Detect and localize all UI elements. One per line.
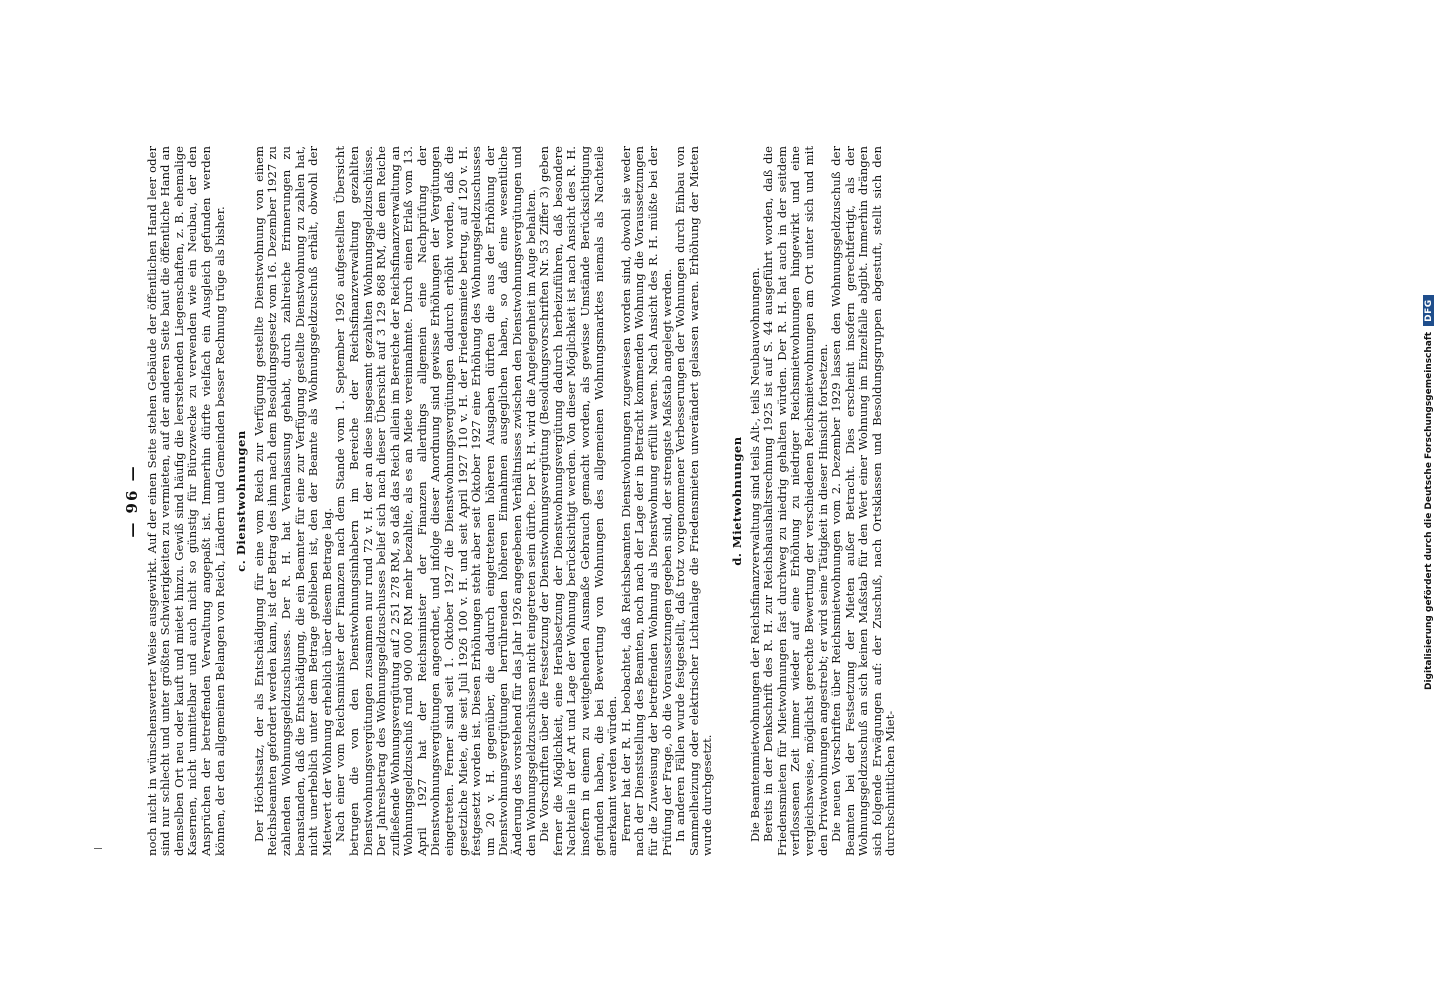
paragraph: Die Beamtenmietwohnungen der Reichsfinanzverwaltung sind teils Alt-, teils Neubauwohnungen.: [747, 267, 762, 842]
rotated-page-content: [123, 146, 1286, 856]
section-heading-dienstwohnungen: c. Dienstwohnungen: [234, 430, 249, 572]
crop-mark: [94, 848, 102, 849]
paragraph: Die neuen Vorschriften über Reichsmietwohnungen vom 2. Dezember 1929 lassen den Wohnungsgeldzuschuß der Beamten bei der Festsetzung der Mieten außer Betracht. Dies erscheint insofern gerechtfertigt, als der Wohnungsgeldzuschuß an sich keinen Maßstab für den Wert einer Wohnung im Einzelfalle abgibt. Immerhin drängen sich folgende Erwägungen auf: der Zuschuß, nach Ortsklassen und Besoldungsgruppen abgestuft, stellt sich den durchschnittlichen Miet-: [829, 146, 898, 856]
page-number: — 96 —: [123, 464, 141, 538]
paragraph: Nach einer vom Reichsminister der Finanzen nach dem Stande vom 1. September 1926 aufgestellten Übersicht betrugen die von den Dienstwohnungsinhabern im Bereiche der Reichsfinanzverwaltung gezahlten Dienstwohnungsvergütungen zusammen nur rund 72 v. H. der an diese insgesamt gezahlten Wohnungsgeldzuschüsse. Der Jahresbetrag des Wohnungsgeldzuschusses belief sich nach dieser Übersicht auf 3 129 868 RM, die dem Reiche zufließende Wohnungsvergütung auf 2 251 278 RM, so daß das Reich allein im Bereiche der Reichsfinanzverwaltung an Wohnungsgeldzuschuß rund 900 000 RM mehr bezahlte, als es an Miete vereinnahmte. Durch einen Erlaß vom 13. April 1927 hat der Reichsminister der Finanzen allerdings allgemein eine Nachprüfung der Dienstwohnungsvergütungen angeordnet, und infolge dieser Anordnung sind gewisse Erhöhungen der Vergütungen eingetreten. Ferner sind seit 1. Oktober 1927 die Dienstwohnungsvergütungen dadurch erhöht worden, daß die gesetzliche Miete, die seit Juli 1926 100 v. H. und seit April 1927 110 v. H. der Friedensmiete betrug, auf 120 v. H. festgesetzt worden ist. Diesen Erhöhungen steht aber seit Oktober 1927 eine Erhöhung des Wohnungsgeldzuschusses um 20 v. H. gegenüber, die dadurch eingetretenen höheren Ausgaben dürften die aus der Erhöhung der Dienstwohnungsvergütungen herrührenden höheren Einnahmen ausgeglichen haben, so daß eine wesentliche Änderung des vorstehend für das Jahr 1926 angegebenen Verhältnisses zwischen den Dienstwohnungsvergütungen und den Wohnungsgeldzuschüssen nicht eingetreten sein dürfte. Der R. H. wird die Angelegenheit im Auge behalten.: [333, 146, 538, 856]
paragraph: Die Vorschriften über die Festsetzung der Dienstwohnungsvergütung (Besoldungsvorschriften Nr. 53 Ziffer 3) geben ferner die Möglichkeit, eine Herabsetzung der Dienstwohnungsvergütung dadurch herbeizuführen, daß besondere Nachteile in der Art und Lage der Wohnung berücksichtigt werden. Von dieser Möglichkeit ist nach Ansicht des R. H. insofern in einem zu weitgehenden Ausmaße Gebrauch gemacht worden, als gewisse Umstände Berücksichtigung gefunden haben, die bei Bewertung von Wohnungen des allgemeinen Wohnungsmarktes niemals als Nachteile anerkannt werden würden.: [537, 146, 620, 856]
section-heading-mietwohnungen: d. Mietwohnungen: [729, 436, 744, 566]
paragraph: In anderen Fällen wurde festgestellt, daß trotz vorgenommener Verbesserungen der Wohnungen durch Einbau von Sammelheizung oder elektrischer Lichtanlage die Friedensmieten unverändert gelassen waren. Erhöhung der Mieten wurde durchgesetzt.: [673, 146, 715, 856]
intro-paragraph: noch nicht in wünschenswerter Weise ausgewirkt. Auf der einen Seite stehen Gebäude der öffentlichen Hand leer oder sind nur schlecht und unter größten Schwierigkeiten zu vermieten, auf der anderen Seite baut die öffentliche Hand an demselben Ort neu oder kauft und mietet hinzu. Gewiß sind häufig die leerstehenden Liegenschaften, z. B. ehemalige Kasernen, nicht unmittelbar und auch nicht so günstig für Bürozwecke zu verwenden wie ein Neubau, der den Ansprüchen der betreffenden Verwaltung angepaßt ist. Immerhin dürfte vielfach ein Ausgleich gefunden werden können, der den allgemeinen Belangen von Reich, Ländern und Gemeinden besser Rechnung trüge als bisher.: [144, 146, 227, 856]
page-text-block: [123, 146, 898, 856]
paragraph: Bereits in der Denkschrift des R. H. zur Reichshaushaltsrechnung 1925 ist auf S. 44 ausgeführt worden, daß die Friedensmieten für Mietwohnungen fast durchweg zu niedrig gehalten würden. Der R. H. hat auch in der seitdem verflossenen Zeit immer wieder auf eine Erhöhung zu niedriger Reichsmietwohnungen hingewirkt und eine vergleichsweise, möglichst gerechte Bewertung der verschiedenen Reichsmietwohnungen am Ort unter sich und mit den Privatwohnungen angestrebt; er wird seine Tätigkeit in dieser Hinsicht fortsetzen.: [761, 146, 830, 856]
paragraph: Der Höchstsatz, der als Entschädigung für eine vom Reich zur Verfügung gestellte Dienstwohnung von einem Reichsbeamten gefordert werden kann, ist der Betrag des ihm nach dem Besoldungsgesetz vom 16. Dezember 1927 zu zahlenden Wohnungsgeldzuschusses. Der R. H. hat Veranlassung gehabt, durch zahlreiche Erinnerungen zu beanstanden, daß die Entschädigung, die ein Beamter für eine zur Verfügung gestellte Dienstwohnung zu zahlen hat, nicht unerheblich unter dem Betrage geblieben ist, den der Beamte als Wohnungsgeldzuschuß erhält, obwohl der Mietwert der Wohnung erheblich über diesem Betrage lag.: [251, 146, 334, 856]
dfg-logo: DFG: [1423, 295, 1434, 326]
credit-text: Digitalisierung gefördert durch die Deutsche Forschungsgemeinschaft: [1424, 331, 1434, 690]
paragraph: Ferner hat der R. H. beobachtet, daß Reichsbeamten Dienstwohnungen zugewiesen worden sind, obwohl sie weder nach der Dienststellung des Beamten, noch nach der Lage der in Betracht kommenden Wohnung die Voraussetzungen für die Zuweisung der betreffenden Wohnung als Dienstwohnung erfüllt waren. Nach Ansicht des R. H. müßte bei der Prüfung der Frage, ob die Voraussetzungen gegeben sind, der strengste Maßstab angelegt werden.: [618, 146, 674, 856]
spacer: [715, 146, 723, 856]
digitization-credit: [1423, 295, 1434, 690]
